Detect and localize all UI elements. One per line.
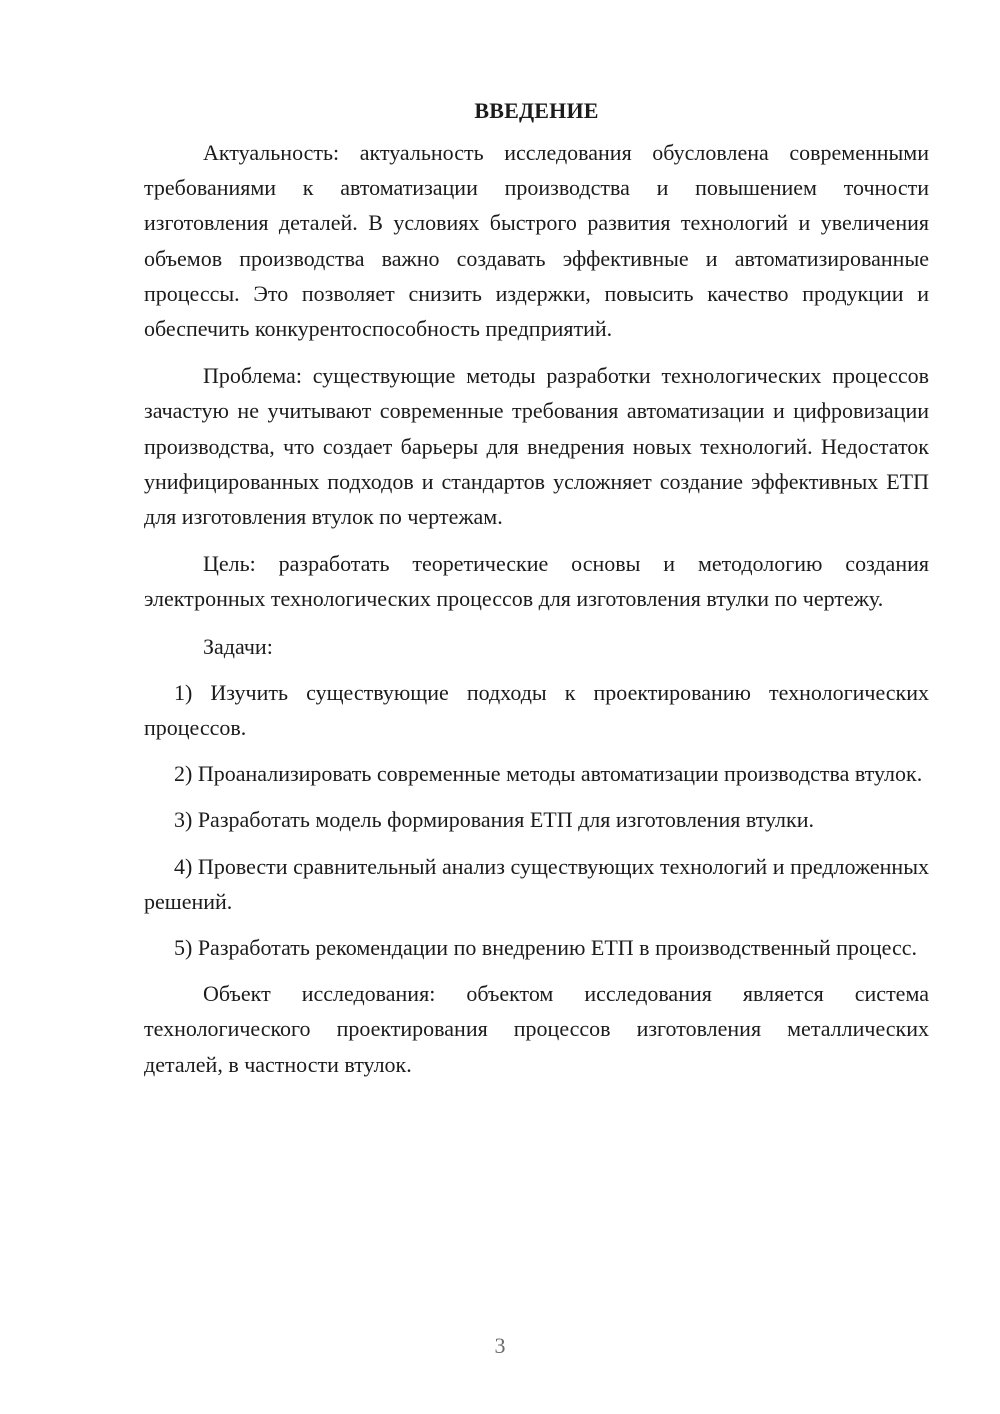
page-number: 3	[494, 1333, 506, 1358]
tasks-heading: Задачи:	[203, 633, 273, 659]
problem-paragraph: Проблема: существующие методы разработки технологических процессов зачастую не учитывают современные требования автоматизации и цифровизации производства, что создает барьеры для внедрения новых технологий. Недостаток унифицированных подходов и стандартов усложняет создание эффективных ЕТП для изготовления втулок по чертежам.	[144, 363, 929, 530]
goal-paragraph: Цель: разработать теоретические основы и методологию создания электронных технологических процессов для изготовления втулки по чертежу.	[144, 551, 929, 612]
task-item-2: 2) Проанализировать современные методы автоматизации производства втулок.	[174, 761, 923, 787]
relevance-paragraph: Актуальность: актуальность исследования обусловлена современными требованиями к автоматизации производства и повышением точности изготовления деталей. В условиях быстрого развития технологий и увеличения объемов производства важно создавать эффективные и автоматизированные процессы. Это позволяет снизить издержки, повысить качество продукции и обеспечить конкурентоспособность предприятий.	[144, 140, 929, 342]
section-title: ВВЕДЕНИЕ	[474, 98, 599, 123]
object-paragraph: Объект исследования: объектом исследования является система технологического проектирования процессов изготовления металлических деталей, в частности втулок.	[144, 981, 929, 1077]
document-body	[144, 93, 929, 1082]
task-item-4: 4) Провести сравнительный анализ существующих технологий и предложенных решений.	[144, 853, 929, 914]
task-item-5: 5) Разработать рекомендации по внедрению ЕТП в производственный процесс.	[174, 935, 917, 961]
task-item-1: 1) Изучить существующие подходы к проектированию технологических процессов.	[144, 679, 929, 741]
task-item-3: 3) Разработать модель формирования ЕТП для изготовления втулки.	[174, 807, 814, 833]
